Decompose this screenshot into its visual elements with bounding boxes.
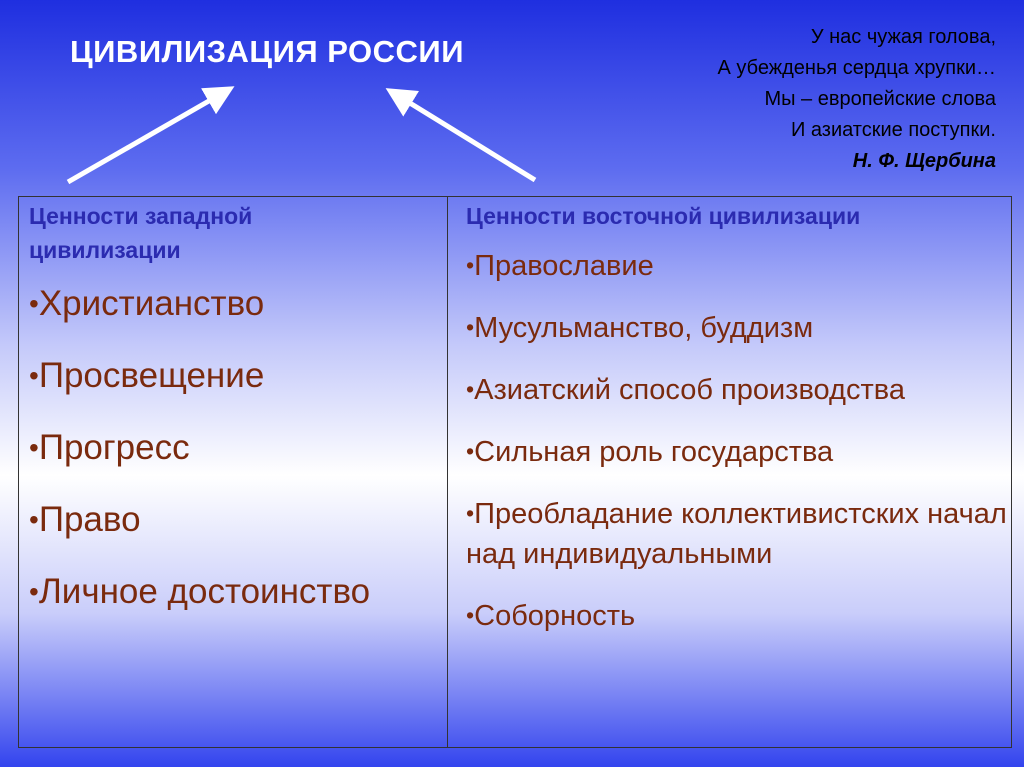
list-item: •Соборность <box>466 600 636 632</box>
poem-line: А убежденья сердца хрупки… <box>717 57 996 79</box>
epigraph-poem <box>576 22 996 177</box>
list-item: •Прогресс <box>29 428 190 467</box>
list-item: •Православие <box>466 250 654 282</box>
east-heading: Ценности восточной цивилизации <box>466 203 861 229</box>
left-arrow <box>68 90 228 182</box>
east-list <box>466 245 1011 636</box>
values-table <box>18 196 1012 748</box>
list-item: •Преобладание коллективистских начал над индивидуальными <box>466 498 1007 570</box>
slide-title: ЦИВИЛИЗАЦИЯ РОССИИ <box>70 34 464 69</box>
list-item: •Сильная роль государства <box>466 436 834 468</box>
east-column <box>448 197 1011 657</box>
poem-line: Мы – европейские слова <box>764 88 996 110</box>
west-column <box>19 197 447 643</box>
poem-line: И азиатские поступки. <box>790 119 996 141</box>
list-item: •Азиатский способ производства <box>466 374 905 406</box>
west-heading <box>29 199 447 267</box>
west-list <box>29 283 447 613</box>
right-arrow <box>392 92 535 180</box>
poem-author: Н. Ф. Щербина <box>852 150 996 172</box>
list-item: •Мусульманство, буддизм <box>466 312 814 344</box>
west-heading-line: Ценности западной <box>29 203 253 229</box>
list-item: •Право <box>29 500 141 539</box>
list-item: •Личное достоинство <box>29 572 371 611</box>
west-heading-line: цивилизации <box>29 237 181 263</box>
list-item: •Христианство <box>29 284 265 323</box>
list-item: •Просвещение <box>29 356 265 395</box>
poem-line: У нас чужая голова, <box>810 26 996 48</box>
